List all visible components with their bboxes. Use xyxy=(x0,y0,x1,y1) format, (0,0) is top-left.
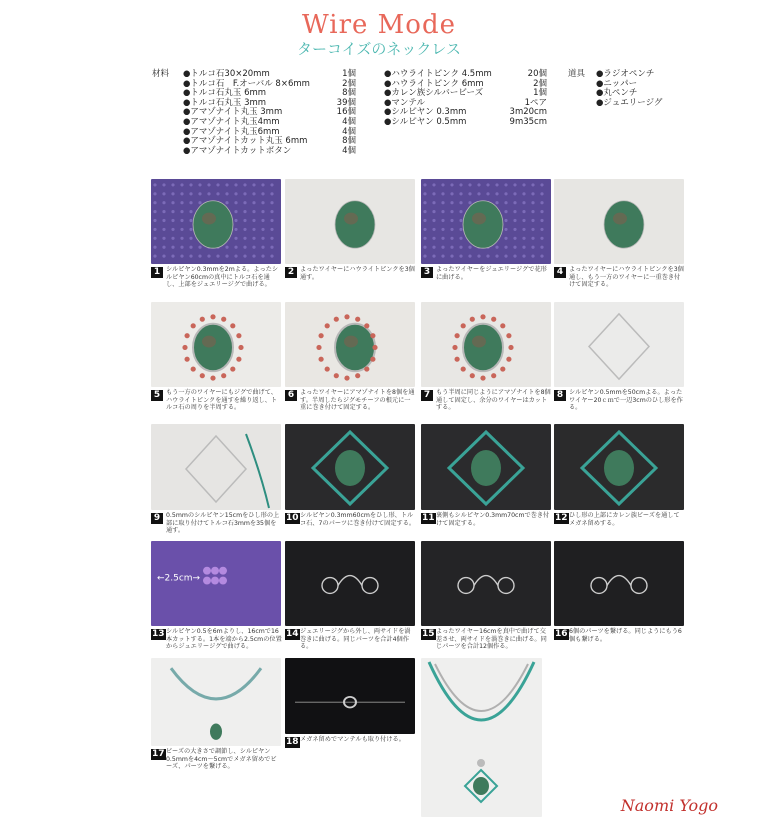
step-photo xyxy=(421,179,551,264)
material-name: ●アマゾナイトカット丸玉 6mm xyxy=(183,136,308,147)
step-caption: 0.5mmのシルピヤン15cmをひし形の上部に取り付けてトルコ石3mmを35個を通す。 xyxy=(166,512,280,535)
step-photo xyxy=(554,424,684,510)
material-qty: 20個 xyxy=(527,69,547,79)
step-photo xyxy=(285,179,415,264)
material-qty: 1個 xyxy=(533,88,547,99)
tool-item: ●ラジオペンチ xyxy=(596,69,655,79)
step-number: 14 xyxy=(286,629,299,639)
material-qty: 8個 xyxy=(342,136,356,147)
step-caption: よったワイヤーをジュエリージグで花形に曲げる。 xyxy=(436,266,547,281)
step-number: 7 xyxy=(421,390,433,401)
material-qty: 4個 xyxy=(342,126,356,137)
material-name: ●トルコ石30×20mm xyxy=(183,69,270,79)
step-caption: 6個のパーツを繋げる。同じようにもう6個も繋げる。 xyxy=(569,628,682,643)
step-photo xyxy=(554,179,684,264)
tool-item: ●ニッパー xyxy=(596,78,638,89)
step-photo xyxy=(151,179,281,264)
materials-col1 xyxy=(183,70,356,156)
step-caption: シルピヤン0.5を6mよりし、16cmで16本カットする。1本を端から2.5cmの位置からジュエリージグで曲げる。 xyxy=(166,628,282,651)
material-qty: 8個 xyxy=(342,88,356,99)
step-caption: ビーズの大きさで調節し、シルピヤン0.5mmを4cm～5cmでメガネ留めでビーズ、パーツを繋げる。 xyxy=(166,748,277,771)
step-photo xyxy=(285,302,415,387)
step-number: 2 xyxy=(285,267,297,278)
material-name: ●マンテル xyxy=(384,97,425,108)
step-photo xyxy=(554,541,684,626)
step-number: 11 xyxy=(422,513,435,523)
material-qty: 3m20cm xyxy=(509,107,547,118)
step-caption: よったワイヤー16cmを真中で曲げて交差させ、両サイドを渦巻きに曲げる。同じパーツを合計12個作る。 xyxy=(436,628,547,651)
step-photo xyxy=(421,424,551,510)
material-qty: 1ペア xyxy=(524,97,547,108)
material-name: ●アマゾナイト丸玉 3mm xyxy=(183,107,283,118)
tool-item: ●ジュエリージグ xyxy=(596,97,663,108)
step-number: 16 xyxy=(555,629,568,639)
step-caption: ひし形の上部にカレン族ビーズを通してメガネ留めする。 xyxy=(569,512,680,527)
step-photo xyxy=(151,424,281,510)
materials-label: 材料 xyxy=(152,69,170,79)
material-name: ●シルピヤン 0.3mm xyxy=(384,107,467,118)
step-number: 10 xyxy=(286,513,299,523)
step-caption: 裏側もシルピヤン0.3mm70cmで巻き付けて固定する。 xyxy=(436,512,550,527)
material-name: ●カレン族シルバービーズ xyxy=(384,88,484,99)
material-name: ●アマゾナイト丸玉4mm xyxy=(183,116,280,127)
step-caption: もう半周に同じようにアマゾナイトを8個通して固定し、余分のワイヤーはカットする。 xyxy=(436,389,551,412)
step-number: 1 xyxy=(151,267,163,278)
material-name: ●ハウライトピンク 6mm xyxy=(384,78,484,89)
material-name: ●ハウライトピンク 4.5mm xyxy=(384,69,492,79)
tools-label: 道具 xyxy=(568,69,586,79)
step-caption: シルピヤン0.3mmを2mよる。よったシルピヤン60cmの真中にトルコ石を通し、上部をジュエリージグで曲げる。 xyxy=(166,266,279,289)
step-number: 5 xyxy=(151,390,163,401)
material-qty: 2個 xyxy=(533,78,547,89)
step-caption: もう一方のワイヤーにもジグで曲げて、ハウライトピンクを通すを繰り返し、トルコ石の周りを半周する。 xyxy=(166,389,278,412)
step-caption: よったワイヤーにハウライトピンクを3個通す。 xyxy=(300,266,415,281)
material-qty: 4個 xyxy=(342,116,356,127)
step-number: 15 xyxy=(422,629,435,639)
step-caption: ジュエリージグから外し、両サイドを渦巻きに曲げる。同じパーツを合計4個作る。 xyxy=(300,628,411,651)
step-number: 6 xyxy=(285,390,297,401)
page-subtitle: ターコイズのネックレス xyxy=(297,40,461,58)
svg-text:←2.5cm→: ←2.5cm→ xyxy=(157,573,201,584)
step-caption: シルピヤン0.5mmを50cmよる。よったワイヤー20ｃｍで一辺3cmのひし形を作る。 xyxy=(569,389,683,412)
step-number: 3 xyxy=(421,267,433,278)
material-name: ●トルコ石丸玉 3mm xyxy=(183,97,267,108)
material-qty: 2個 xyxy=(342,78,356,89)
step-number: 4 xyxy=(554,267,566,278)
material-name: ●シルピヤン 0.5mm xyxy=(384,116,467,127)
step-number: 8 xyxy=(554,390,566,401)
tools-list xyxy=(596,70,662,108)
material-qty: 1個 xyxy=(342,69,356,79)
material-item xyxy=(183,147,356,157)
material-name: ●トルコ石丸玉 6mm xyxy=(183,88,267,99)
step-photo xyxy=(285,424,415,510)
step-photo xyxy=(151,541,281,626)
page-title: Wire Mode xyxy=(302,10,456,40)
material-qty: 39個 xyxy=(336,97,356,108)
material-name: ●トルコ石 F.オーバル 8×6mm xyxy=(183,78,310,89)
material-qty: 16個 xyxy=(336,107,356,118)
step-photo xyxy=(421,541,551,626)
material-name: ●アマゾナイト丸玉6mm xyxy=(183,126,280,137)
step-number: 18 xyxy=(286,737,299,747)
tool-item: ●丸ペンチ xyxy=(596,88,638,99)
step-number: 13 xyxy=(152,629,165,639)
material-name: ●アマゾナイトカットボタン xyxy=(183,145,292,156)
materials-col2 xyxy=(384,70,547,128)
step-photo xyxy=(285,541,415,626)
finished-necklace-photo xyxy=(421,658,542,817)
step-photo xyxy=(151,302,281,387)
step-number: 17 xyxy=(152,749,165,759)
material-qty: 9m35cm xyxy=(509,116,547,127)
step-photo xyxy=(554,302,684,387)
step-caption: メガネ留めでマンテルも取り付ける。 xyxy=(300,736,405,743)
material-item xyxy=(384,118,547,128)
step-photo xyxy=(285,658,415,734)
step-caption: シルピヤン0.3mm60cmをひし形、トルコ石、7のパーツに巻き付けて固定する。 xyxy=(300,512,416,527)
step-number: 9 xyxy=(151,513,163,524)
step-number: 12 xyxy=(555,513,568,523)
material-qty: 4個 xyxy=(342,145,356,156)
step-photo xyxy=(421,302,551,387)
step-photo xyxy=(151,658,281,746)
step-caption: よったワイヤーにハウライトピンクを3個通し、もう一方のワイヤーに一重巻き付けて固定する。 xyxy=(569,266,684,289)
step-caption: よったワイヤーにアマゾナイトを8個を通す。半周したらジグモチーフの根元に一重に巻き付けて固定する。 xyxy=(300,389,415,412)
signature: Naomi Yogo xyxy=(620,796,718,815)
